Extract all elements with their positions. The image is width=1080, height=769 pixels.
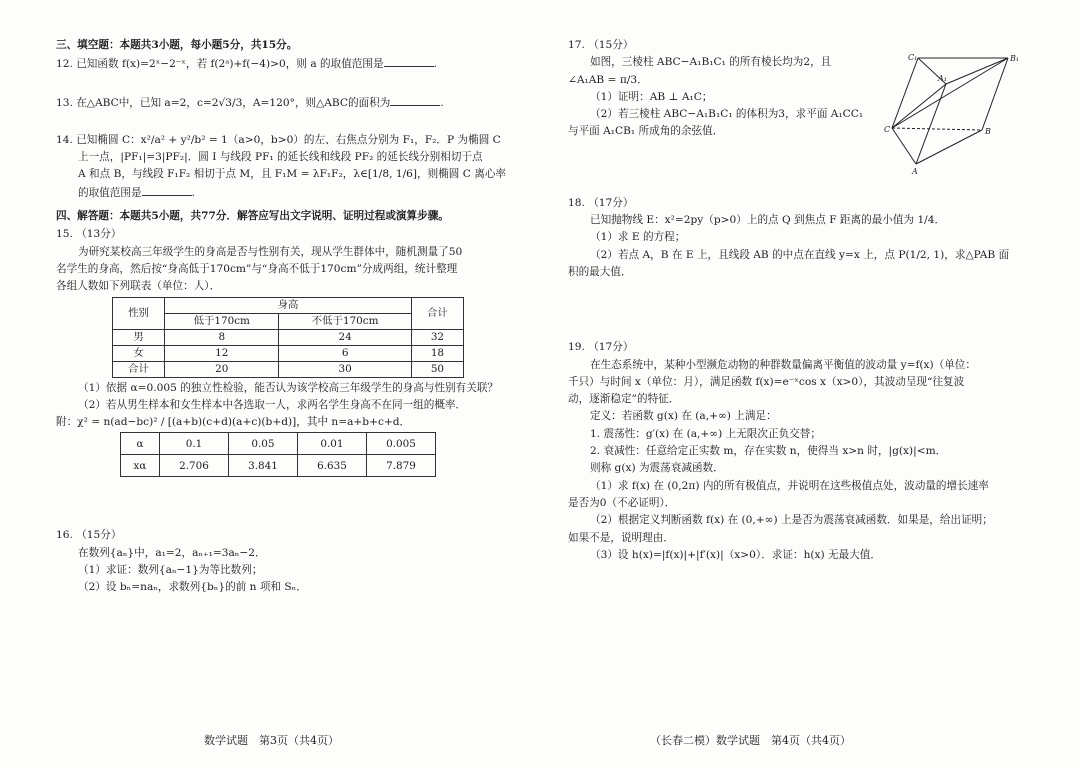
question-18-part1: （1）求 E 的方程； bbox=[590, 231, 686, 244]
edge-c-b1 bbox=[892, 58, 1008, 128]
footer-page-3: 数学试题 第3页（共4页） bbox=[204, 734, 339, 748]
table-row bbox=[121, 455, 436, 477]
row-label: 女 bbox=[113, 345, 165, 361]
alpha-value: 0.05 bbox=[228, 433, 297, 455]
question-15-part1: （1）依据 α=0.005 的独立性检验，能否认为该学校高三年级学生的身高与性别有关联？ bbox=[78, 381, 499, 394]
edge-c-a bbox=[892, 128, 916, 164]
x-value: 7.879 bbox=[366, 455, 435, 477]
alpha-value: 0.005 bbox=[366, 433, 435, 455]
label-a: A bbox=[912, 167, 918, 176]
question-17-line1: 如图，三棱柱 ABC−A₁B₁C₁ 的所有棱长均为2，且 bbox=[590, 56, 832, 69]
q14-end: . bbox=[191, 186, 195, 199]
question-16-part2: （2）设 bₙ=naₙ，求数列{bₙ}的前 n 项和 Sₙ． bbox=[78, 581, 307, 594]
question-16-line1: 在数列{aₙ}中，a₁=2，aₙ₊₁=3aₙ−2． bbox=[78, 546, 266, 559]
question-14-line1: 14. 已知椭圆 C：x²/a² + y²/b² = 1（a>0，b>0）的左、右焦点分别为 F₁，F₂．P 为椭圆 C bbox=[56, 133, 501, 146]
alpha-value: 0.1 bbox=[159, 433, 228, 455]
question-13 bbox=[56, 95, 511, 110]
q13-answer-blank[interactable] bbox=[390, 95, 440, 106]
edge-a-b bbox=[916, 130, 982, 164]
question-18-part2: （2）若点 A，B 在 E 上，且线段 AB 的中点在直线 y=x 上，点 P(1/2, 1)，求△PAB 面 bbox=[590, 248, 1010, 261]
q12-answer-blank[interactable] bbox=[384, 56, 434, 67]
cell-high: 30 bbox=[279, 361, 411, 377]
question-18-head: 18. （17分） bbox=[568, 196, 634, 209]
question-12 bbox=[56, 56, 511, 71]
question-17-part2: （2）若三棱柱 ABC−A₁B₁C₁ 的体积为3，求平面 A₁CC₁ bbox=[590, 108, 864, 121]
th-total: 合计 bbox=[411, 297, 463, 329]
q13-end: . bbox=[440, 96, 444, 109]
question-19-line2: 千只）与时间 x（单位：月），满足函数 f(x)=e⁻ˣcos x（x>0），其波动呈现“往复波 bbox=[568, 375, 965, 388]
question-19-part1b: 是否为0（不必证明）． bbox=[568, 496, 676, 509]
x-label: xα bbox=[121, 455, 160, 477]
label-c: C bbox=[884, 125, 891, 134]
cell-total: 50 bbox=[411, 361, 463, 377]
question-15-line3: 各组人数如下列联表（单位：人）． bbox=[56, 280, 221, 293]
question-14-line4 bbox=[56, 185, 511, 200]
question-17-line2: ∠A₁AB = π/3． bbox=[568, 73, 648, 86]
question-17-head: 17. （15分） bbox=[568, 39, 634, 51]
table-row bbox=[113, 329, 464, 345]
th-high: 不低于170cm bbox=[279, 313, 411, 329]
prism-figure bbox=[882, 50, 1032, 176]
question-15-line2: 名学生的身高，然后按“身高低于170cm”与“身高不低于170cm”分成两组，统计整理 bbox=[56, 262, 458, 275]
question-15-line1: 为研究某校高三年级学生的身高是否与性别有关，现从学生群体中，随机测量了50 bbox=[78, 245, 463, 258]
question-14-line2: 上一点，|PF₁|=3|PF₂|．圆 I 与线段 PF₁ 的延长线和线段 PF₂ 的延长线分别相切于点 bbox=[78, 151, 483, 164]
cell-low: 20 bbox=[165, 361, 279, 377]
alpha-label: α bbox=[121, 433, 160, 455]
question-19-part1: （1）求 f(x) 在 (0,2π) 内的所有极值点，并说明在这些极值点处，波动量的增长速率 bbox=[590, 479, 989, 492]
question-17-part2b: 与平面 A₁CB₁ 所成角的余弦值． bbox=[568, 125, 724, 138]
question-17-part1: （1）证明：AB ⊥ A₁C； bbox=[590, 90, 713, 103]
question-15-head: 15. （13分） bbox=[56, 228, 122, 241]
label-b1: B₁ bbox=[1010, 54, 1020, 63]
question-19-part2b: 如果不是，说明理由． bbox=[568, 531, 674, 544]
question-15-attachment: 附：χ² = n(ad−bc)² / [(a+b)(c+d)(a+c)(b+d)]，其中 n=a+b+c+d． bbox=[56, 416, 411, 429]
label-c1: C₁ bbox=[908, 53, 918, 62]
cell-high: 6 bbox=[279, 345, 411, 361]
x-value: 3.841 bbox=[228, 455, 297, 477]
question-19-part3: （3）设 h(x)=|f(x)|+|f′(x)|（x>0）．求证：h(x) 无最大值． bbox=[590, 548, 881, 561]
x-value: 6.635 bbox=[297, 455, 366, 477]
q12-text: 12. 已知函数 f(x)=2ˣ−2⁻ˣ，若 f(2ᵃ)+f(−4)>0，则 a 的取值范围是 bbox=[56, 58, 384, 71]
question-19-line3: 动，逐渐稳定”的特征． bbox=[568, 393, 680, 406]
section-3-title: 三、填空题：本题共3小题，每小题5分，共15分。 bbox=[56, 39, 298, 51]
table-row bbox=[121, 433, 436, 455]
question-15-part2: （2）若从男生样本和女生样本中各选取一人，求两名学生身高不在同一组的概率． bbox=[78, 398, 467, 411]
question-18-line1: 已知抛物线 E：x²=2py（p>0）上的点 Q 到焦点 F 距离的最小值为 1/4． bbox=[590, 214, 946, 227]
cell-total: 18 bbox=[411, 345, 463, 361]
q12-end: . bbox=[433, 58, 437, 71]
th-height: 身高 bbox=[165, 297, 412, 313]
th-gender: 性别 bbox=[113, 297, 165, 329]
cell-total: 32 bbox=[411, 329, 463, 345]
question-19-def-3: 则称 g(x) 为震荡衰减函数． bbox=[590, 462, 724, 475]
edge-a1-b1 bbox=[946, 58, 1008, 84]
question-19-head: 19. （17分） bbox=[568, 341, 634, 354]
label-b: B bbox=[985, 127, 991, 136]
th-low: 低于170cm bbox=[165, 313, 279, 329]
question-19-def-2: 2. 衰减性：任意给定正实数 m，存在实数 n，使得当 x>n 时，|g(x)|<m． bbox=[590, 445, 947, 458]
contingency-table bbox=[112, 297, 464, 378]
question-19-definition: 定义：若函数 g(x) 在 (a,+∞) 上满足： bbox=[590, 410, 777, 423]
row-label: 合计 bbox=[113, 361, 165, 377]
page-3-column bbox=[56, 38, 511, 598]
q14-answer-blank[interactable] bbox=[142, 185, 192, 196]
footer-page-4: （长春二模）数学试题 第4页（共4页） bbox=[650, 734, 851, 748]
question-16-part1: （1）求证：数列{aₙ−1}为等比数列； bbox=[78, 564, 263, 577]
x-value: 2.706 bbox=[159, 455, 228, 477]
table-row bbox=[113, 361, 464, 377]
question-19-def-1: 1. 震荡性：g′(x) 在 (a,+∞) 上无限次正负交替； bbox=[590, 427, 821, 440]
question-19-line1: 在生态系统中，某种小型濒危动物的种群数量偏离平衡值的波动量 y=f(x)（单位： bbox=[590, 358, 976, 371]
question-18-part2b: 积的最大值． bbox=[568, 265, 632, 278]
row-label: 男 bbox=[113, 329, 165, 345]
edge-b-b1 bbox=[982, 58, 1008, 130]
edge-c-b-hidden bbox=[892, 128, 982, 130]
q13-text: 13. 在△ABC中，已知 a=2，c=2√3/3，A=120°，则△ABC的面积为 bbox=[56, 96, 391, 109]
section-4-title: 四、解答题：本题共5小题，共77分．解答应写出文字说明、证明过程或演算步骤。 bbox=[56, 210, 449, 223]
question-16-head: 16. （15分） bbox=[56, 529, 122, 542]
label-a1: A₁ bbox=[938, 74, 947, 83]
cell-low: 12 bbox=[165, 345, 279, 361]
cell-high: 24 bbox=[279, 329, 411, 345]
question-14-line3: A 和点 B，与线段 F₁F₂ 相切于点 M，且 F₁M = λF₁F₂，λ∈[1/8, 1/6]，则椭圆 C 离心率 bbox=[78, 168, 507, 181]
question-19-part2: （2）根据定义判断函数 f(x) 在 (0,+∞) 上是否为震荡衰减函数．如果是，给出证明； bbox=[590, 514, 993, 527]
alpha-value: 0.01 bbox=[297, 433, 366, 455]
q14-text: 的取值范围是 bbox=[78, 186, 142, 199]
critical-value-table bbox=[120, 432, 436, 477]
cell-low: 8 bbox=[165, 329, 279, 345]
table-row bbox=[113, 345, 464, 361]
